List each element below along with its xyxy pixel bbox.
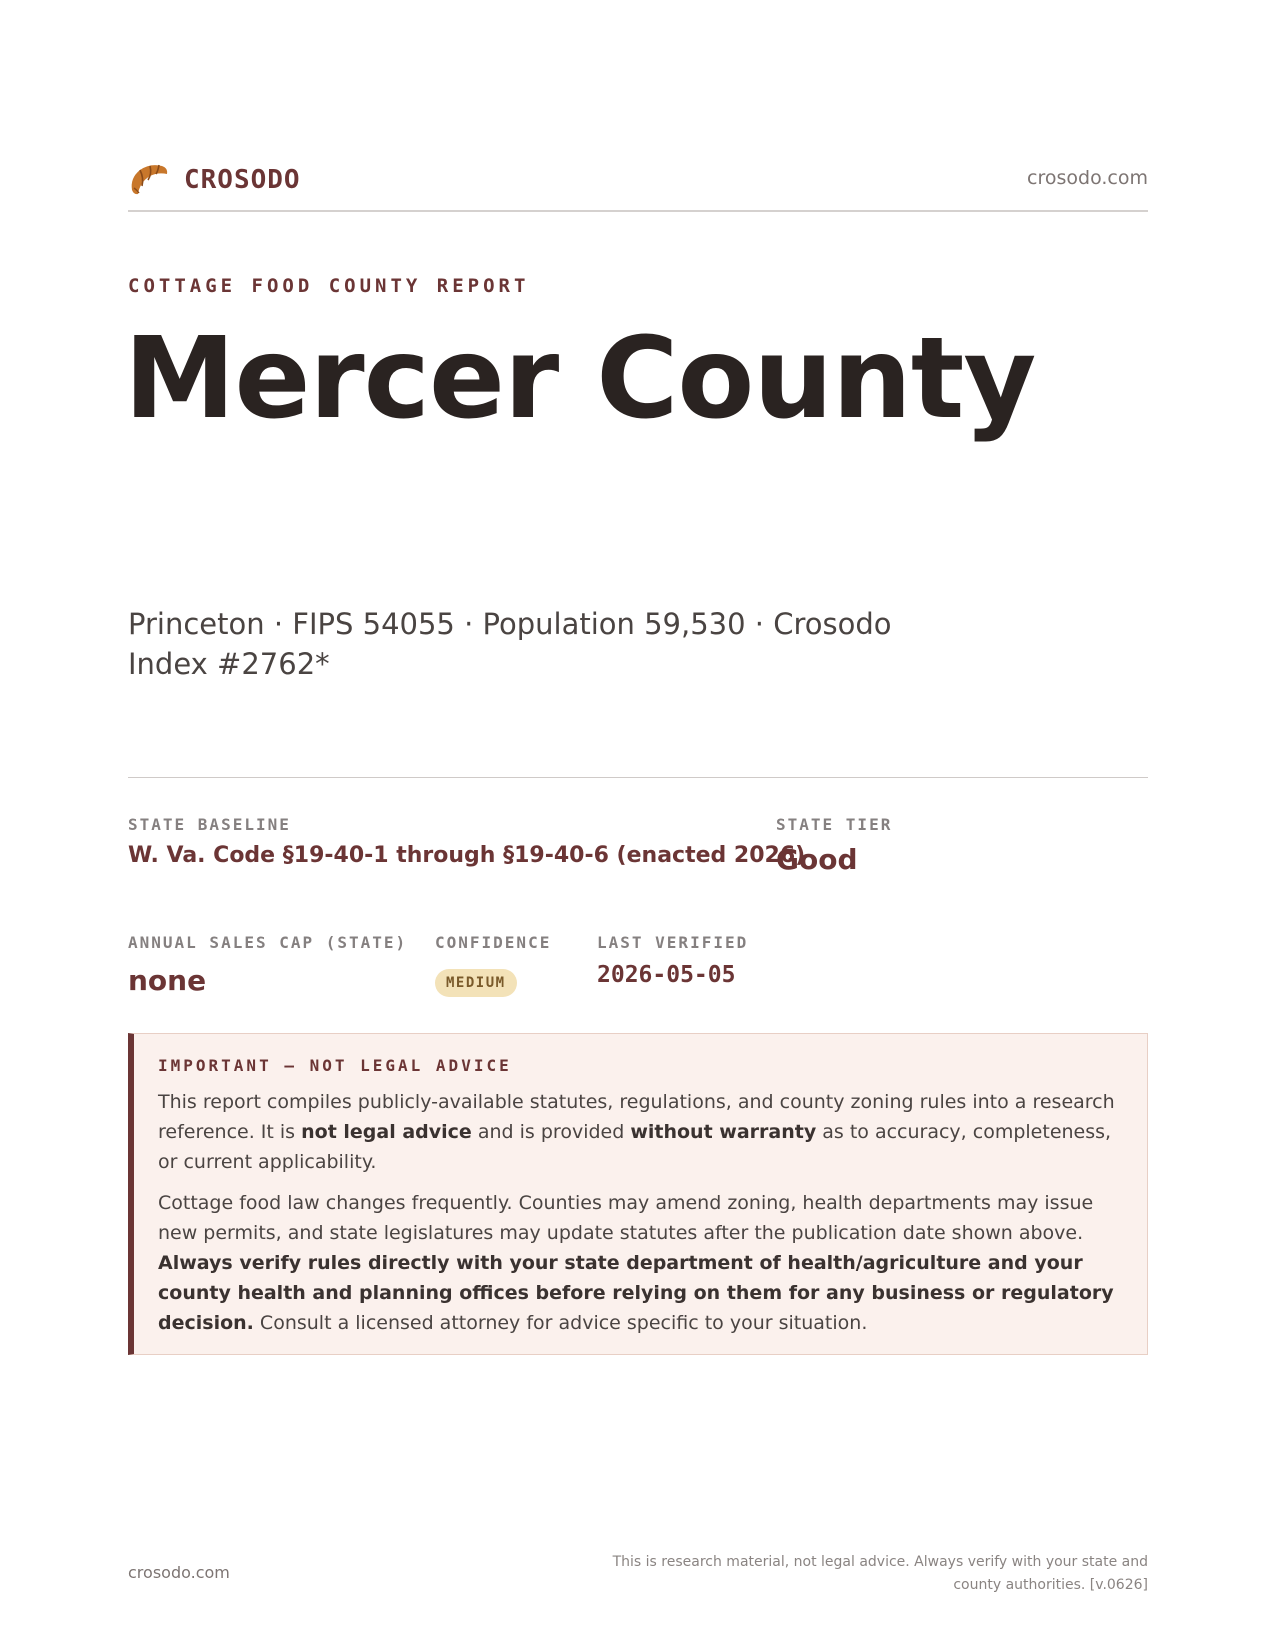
confidence-label: CONFIDENCE: [435, 933, 552, 952]
legal-notice: [128, 1033, 1148, 1355]
footer-disclaimer: This is research material, not legal advice. Always verify with your state and county authorities. [v.0626]: [612, 1554, 1148, 1593]
state-baseline-value: W. Va. Code §19-40-1 through §19-40-6 (enacted 2026): [128, 843, 806, 868]
sales-cap-value: none: [128, 964, 207, 997]
state-tier-value: Good: [776, 843, 858, 876]
croissant-icon: [128, 160, 170, 200]
report-page: [124, 0, 1148, 1650]
report-kicker: COTTAGE FOOD COUNTY REPORT: [128, 275, 530, 297]
state-baseline-label: STATE BASELINE: [128, 815, 291, 834]
notice-heading: IMPORTANT — NOT LEGAL ADVICE: [158, 1056, 512, 1075]
sales-cap-label: ANNUAL SALES CAP (STATE): [128, 933, 408, 952]
notice-paragraph: This report compiles publicly-available statutes, regulations, and county zoning rules into a research reference. It is not legal advice and is provided without warranty as to accuracy, completeness, or current applicability.: [158, 1091, 1115, 1173]
footer-site[interactable]: crosodo.com: [128, 1563, 230, 1582]
notice-paragraph: Cottage food law changes frequently. Counties may amend zoning, health departments may issue new permits, and state legislatures may update statutes after the publication date shown above. Always verify rules directly with your state department of health/agriculture and your county health and planning offices before relying on them for any business or regulatory decision. Consult a licensed attorney for advice specific to your situation.: [158, 1192, 1114, 1334]
site-link[interactable]: crosodo.com: [1027, 167, 1148, 189]
section-divider: [128, 777, 1148, 778]
header-divider: [128, 210, 1148, 212]
brand-name: CROSODO: [184, 165, 301, 195]
state-tier-label: STATE TIER: [776, 815, 893, 834]
confidence-badge: MEDIUM: [435, 969, 517, 997]
page-title: Mercer County: [124, 314, 1036, 444]
brand[interactable]: [128, 160, 301, 200]
county-summary: Princeton · FIPS 54055 · Population 59,530 · Crosodo Index #2762*: [128, 607, 892, 681]
last-verified-value: 2026-05-05: [597, 962, 736, 988]
last-verified-label: LAST VERIFIED: [597, 933, 749, 952]
